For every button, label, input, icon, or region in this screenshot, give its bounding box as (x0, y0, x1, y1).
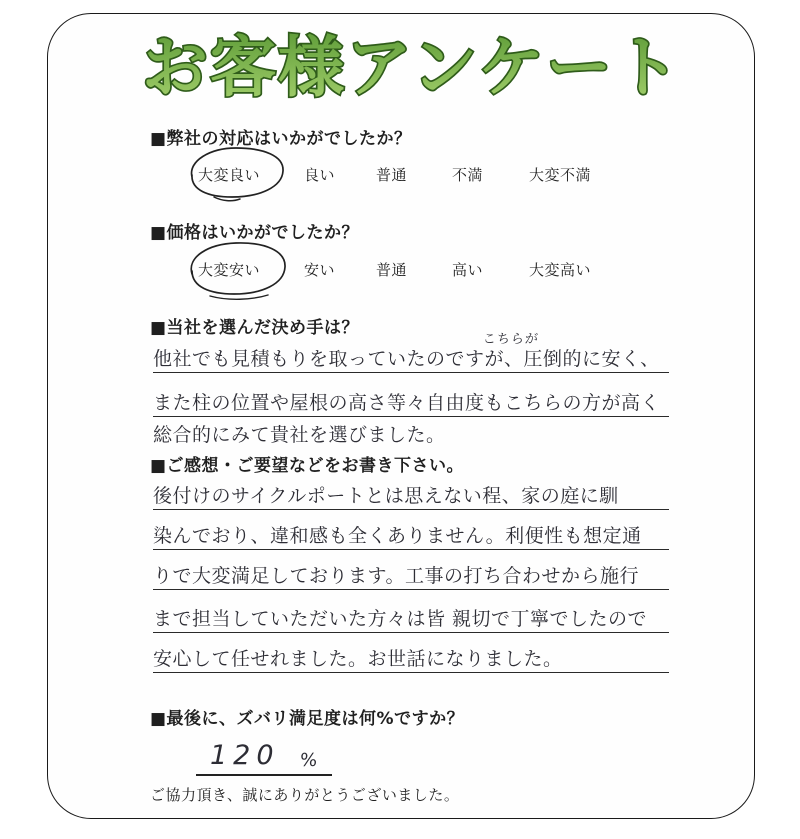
handwritten-line (153, 388, 669, 417)
handwritten-percent-sign: % (299, 750, 318, 771)
handwritten-text: 他社でも見積もりを取っていたのですが、圧倒的に安く、 (153, 348, 660, 370)
handwritten-satisfaction-value: 120 (210, 740, 280, 771)
option-average: 普通 (376, 166, 408, 184)
handwritten-text: また柱の位置や屋根の高さ等々自由度もこちらの方が高く (153, 392, 661, 414)
option-expensive: 高い (452, 261, 484, 279)
handwritten-line (153, 644, 669, 673)
option-dissatisfied: 不満 (452, 166, 484, 184)
handwritten-line (153, 561, 669, 590)
handwritten-line (153, 604, 669, 633)
question-satisfaction-label: ■最後に、ズバリ満足度は何%ですか？ (150, 709, 465, 729)
question-reason-label: ■当社を選んだ決め手は？ (150, 318, 360, 338)
thank-you-note: ご協力頂き、誠にありがとうございました。 (150, 786, 460, 804)
survey-title (112, 16, 712, 112)
handwritten-line (153, 481, 669, 510)
option-very-dissatisfied: 大変不満 (529, 166, 592, 184)
question-response-label: ■弊社の対応はいかがでしたか？ (150, 129, 412, 149)
question-comments-label: ■ご感想・ご要望などをお書き下さい。 (150, 456, 465, 476)
handwritten-insertion: こちらが (482, 332, 540, 347)
answer-underline (196, 774, 332, 776)
handwritten-text: 安心して任せれました。お世話になりました。 (153, 648, 563, 670)
handwritten-line (153, 344, 669, 373)
handwritten-text: 後付けのサイクルポートとは思えない程、家の庭に馴 (153, 485, 619, 507)
option-very-cheap: 大変安い (198, 261, 261, 279)
handwritten-text: 総合的にみて貴社を選びました。 (153, 424, 446, 446)
handwritten-text: 染んでおり、違和感も全くありません。利便性も想定通 (153, 525, 642, 547)
page-title: お客様アンケート (141, 29, 683, 106)
handwritten-line (153, 521, 669, 550)
handwritten-text: りで大変満足しております。工事の打ち合わせから施行 (153, 565, 639, 587)
handwritten-text: まで担当していただいた方々は皆 親切で丁寧でしたので (153, 608, 648, 630)
option-very-expensive: 大変高い (529, 261, 592, 279)
option-very-good: 大変良い (198, 166, 261, 184)
handwritten-line (153, 420, 669, 448)
option-average-price: 普通 (376, 261, 408, 279)
option-cheap: 安い (304, 261, 336, 279)
option-good: 良い (304, 166, 336, 184)
question-price-label: ■価格はいかがでしたか？ (150, 223, 360, 243)
